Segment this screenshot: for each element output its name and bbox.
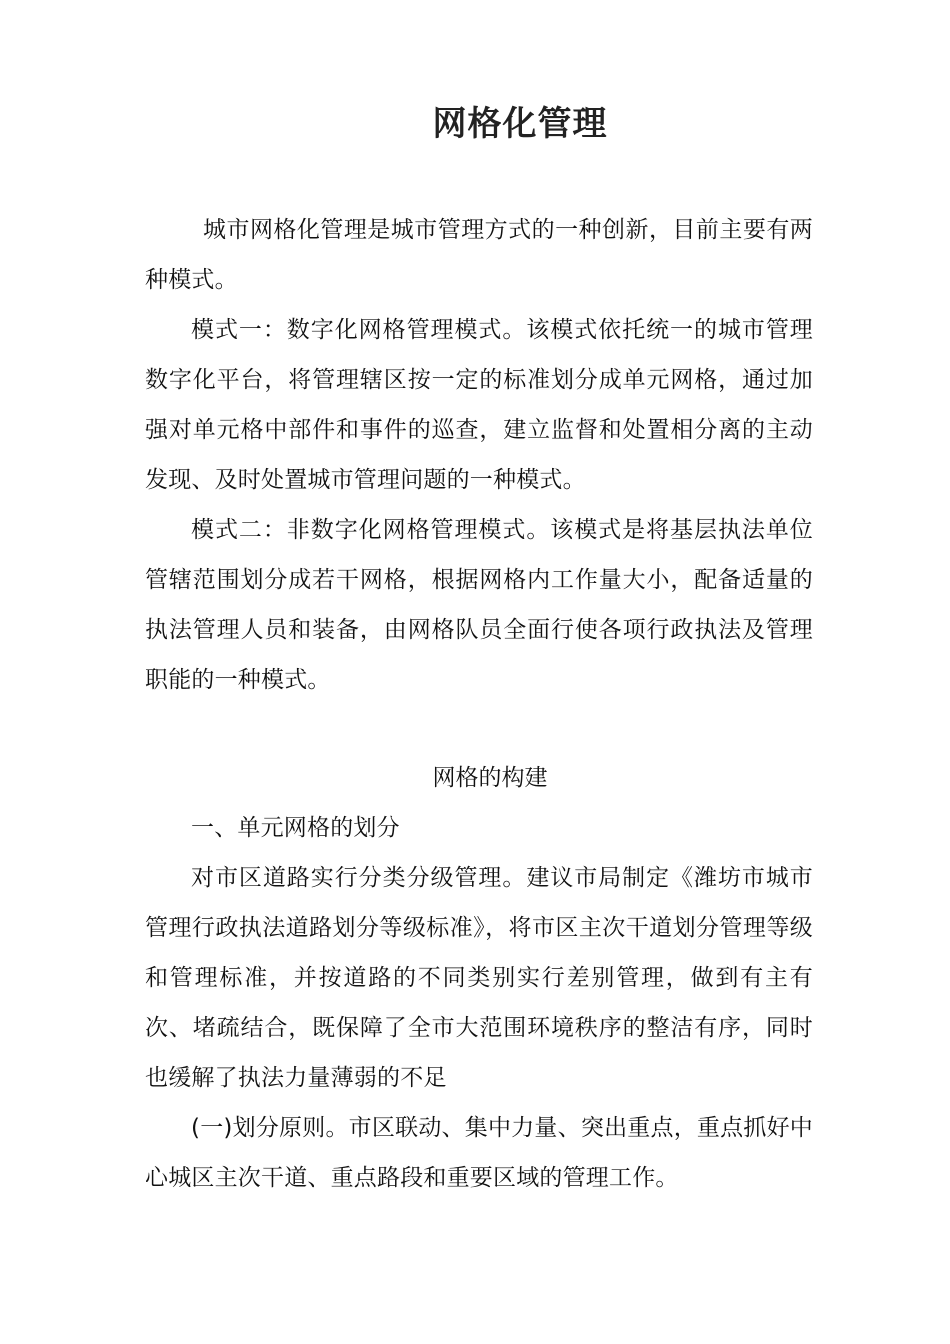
mode-two-paragraph: 模式二：非数字化网格管理模式。该模式是将基层执法单位管辖范围划分成若干网格，根据网格内工作量大小，配备适量的执法管理人员和装备，由网格队员全面行使各项行政执法及管理职能的一种模式。 [145, 517, 813, 693]
division-principle-paragraph: (一)划分原则。市区联动、集中力量、突出重点，重点抓好中心城区主次干道、重点路段和重要区域的管理工作。 [145, 1115, 813, 1191]
road-classification-paragraph: 对市区道路实行分类分级管理。建议市局制定《潍坊市城市管理行政执法道路划分等级标准》，将市区主次干道划分管理等级和管理标准，并按道路的不同类别实行差别管理，做到有主有次、堵疏结合，既保障了全市大范围环境秩序的整洁有序，同时也缓解了执法力量薄弱的不足 [145, 865, 813, 1091]
intro-paragraph: 城市网格化管理是城市管理方式的一种创新，目前主要有两种模式。 [145, 217, 813, 293]
section-heading: 网格的构建 [432, 765, 548, 791]
document-title: 网格化管理 [432, 104, 608, 144]
section-subheading: 一、单元网格的划分 [191, 815, 400, 841]
mode-one-paragraph: 模式一：数字化网格管理模式。该模式依托统一的城市管理数字化平台，将管理辖区按一定的标准划分成单元网格，通过加强对单元格中部件和事件的巡查，建立监督和处置相分离的主动发现、及时处置城市管理问题的一种模式。 [145, 317, 813, 493]
